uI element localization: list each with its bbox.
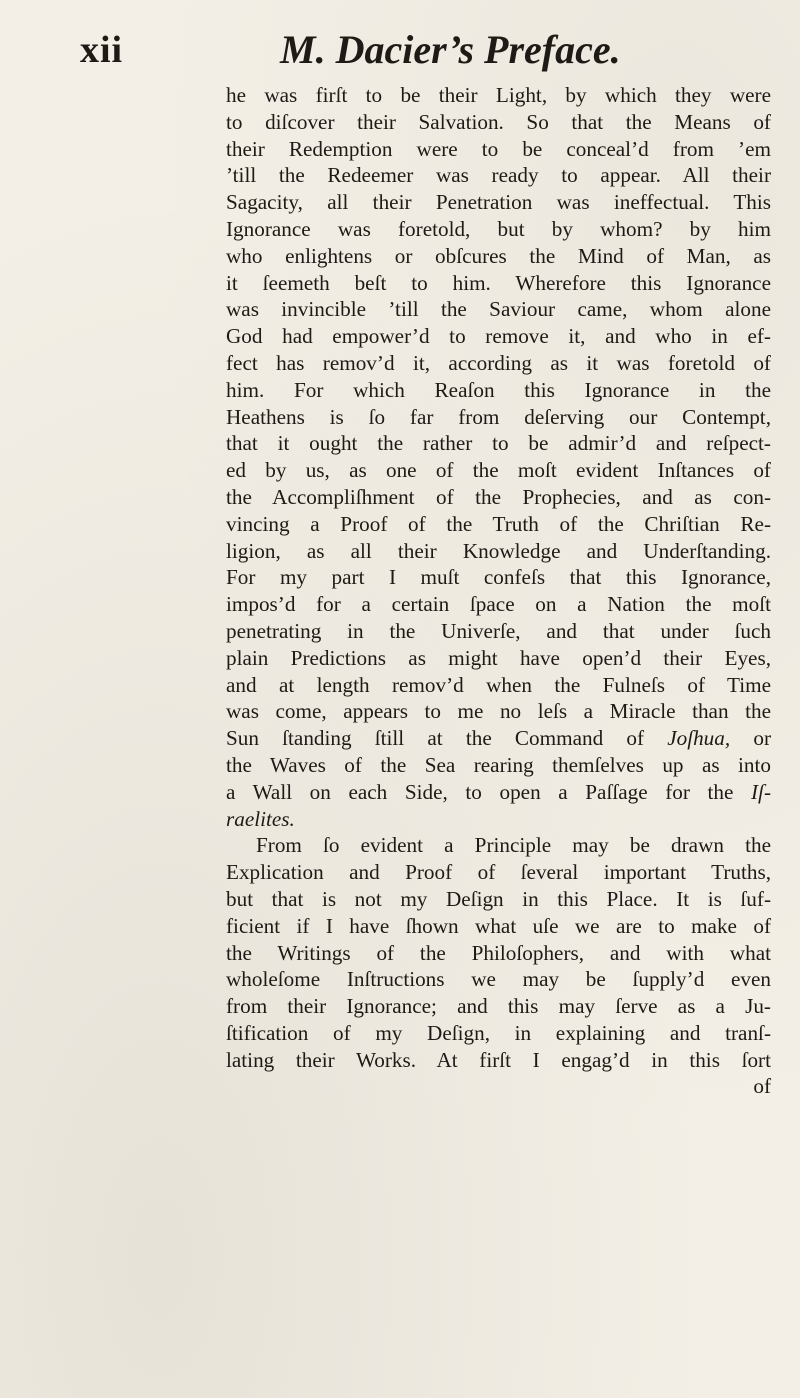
text-line: the Waves of the Sea rearing themſelves up as into	[226, 752, 771, 777]
text-line: wholeſome Inſtructions we may be ſupply’d even	[226, 967, 771, 992]
text-line: was come, appears to me no leſs a Miracle than the	[226, 699, 771, 724]
text-segment: a Wall on each Side, to open a Paſſage for the	[226, 779, 734, 804]
text-segment: Sun ſtanding ſtill at the Command of	[226, 726, 645, 751]
text-line: that it ought the rather to be admir’d and reſpect-	[226, 431, 771, 456]
text-line: it ſeemeth beſt to him. Wherefore this Ignorance	[226, 270, 771, 295]
text-line: ſtification of my Deſign, in explaining and tranſ-	[226, 1020, 771, 1045]
text-line: ficient if I have ſhown what uſe we are to make of	[226, 913, 771, 938]
text-line: the Accompliſhment of the Prophecies, and as con-	[226, 484, 771, 509]
running-head-title: ’s Preface.	[448, 27, 621, 72]
text-segment: or	[753, 726, 772, 751]
running-head-author: M. Dacier	[280, 27, 449, 72]
text-line: ligion, as all their Knowledge and Underſtanding.	[226, 538, 771, 563]
text-line: From ſo evident a Principle may be drawn the	[256, 833, 771, 858]
proper-name: raelites.	[226, 806, 295, 831]
text-line: he was firſt to be their Light, by which they were	[226, 83, 771, 107]
body-text	[226, 82, 771, 1100]
text-line: lating their Works. At firſt I engag’d in this ſort	[226, 1047, 771, 1072]
text-line: Explication and Proof of ſeveral important Truths,	[226, 860, 771, 885]
text-line: plain Predictions as might have open’d their Eyes,	[226, 645, 771, 670]
proper-name: Joſhua,	[667, 726, 731, 751]
text-line: the Writings of the Philoſophers, and with what	[226, 940, 771, 965]
running-head	[280, 26, 621, 73]
text-line: was invincible ’till the Saviour came, whom alone	[226, 297, 771, 322]
text-line	[226, 779, 771, 806]
text-line	[226, 725, 771, 752]
text-line: Heathens is ſo far from deſerving our Contempt,	[226, 404, 771, 429]
text-line: Sagacity, all their Penetration was ineffectual. This	[226, 190, 771, 215]
text-line: but that is not my Deſign in this Place. It is ſuf-	[226, 886, 771, 911]
text-line: For my part I muſt confeſs that this Ignorance,	[226, 565, 771, 590]
text-line: and at length remov’d when the Fulneſs of Time	[226, 672, 771, 697]
text-line	[226, 806, 771, 833]
text-line: ’till the Redeemer was ready to appear. All their	[226, 163, 771, 188]
text-line: Ignorance was foretold, but by whom? by him	[226, 216, 771, 241]
text-line: their Redemption were to be conceal’d from ’em	[226, 136, 771, 161]
text-line: impos’d for a certain ſpace on a Nation the moſt	[226, 592, 771, 617]
text-line: fect has remov’d it, according as it was foretold of	[226, 350, 771, 375]
page-header	[0, 20, 800, 80]
catchword: of	[753, 1074, 771, 1099]
text-line: him. For which Reaſon this Ignorance in the	[226, 377, 771, 402]
text-line: to diſcover their Salvation. So that the Means of	[226, 109, 771, 134]
text-line: ed by us, as one of the moſt evident Inſtances of	[226, 458, 771, 483]
text-line: from their Ignorance; and this may ſerve as a Ju-	[226, 994, 771, 1019]
page-number: xii	[80, 29, 124, 71]
text-line: penetrating in the Univerſe, and that under ſuch	[226, 618, 771, 643]
text-line: God had empower’d to remove it, and who in ef-	[226, 324, 771, 349]
text-line: who enlightens or obſcures the Mind of Man, as	[226, 243, 771, 268]
text-line: vincing a Proof of the Truth of the Chriſtian Re-	[226, 511, 771, 536]
proper-name: Iſ-	[751, 779, 771, 804]
